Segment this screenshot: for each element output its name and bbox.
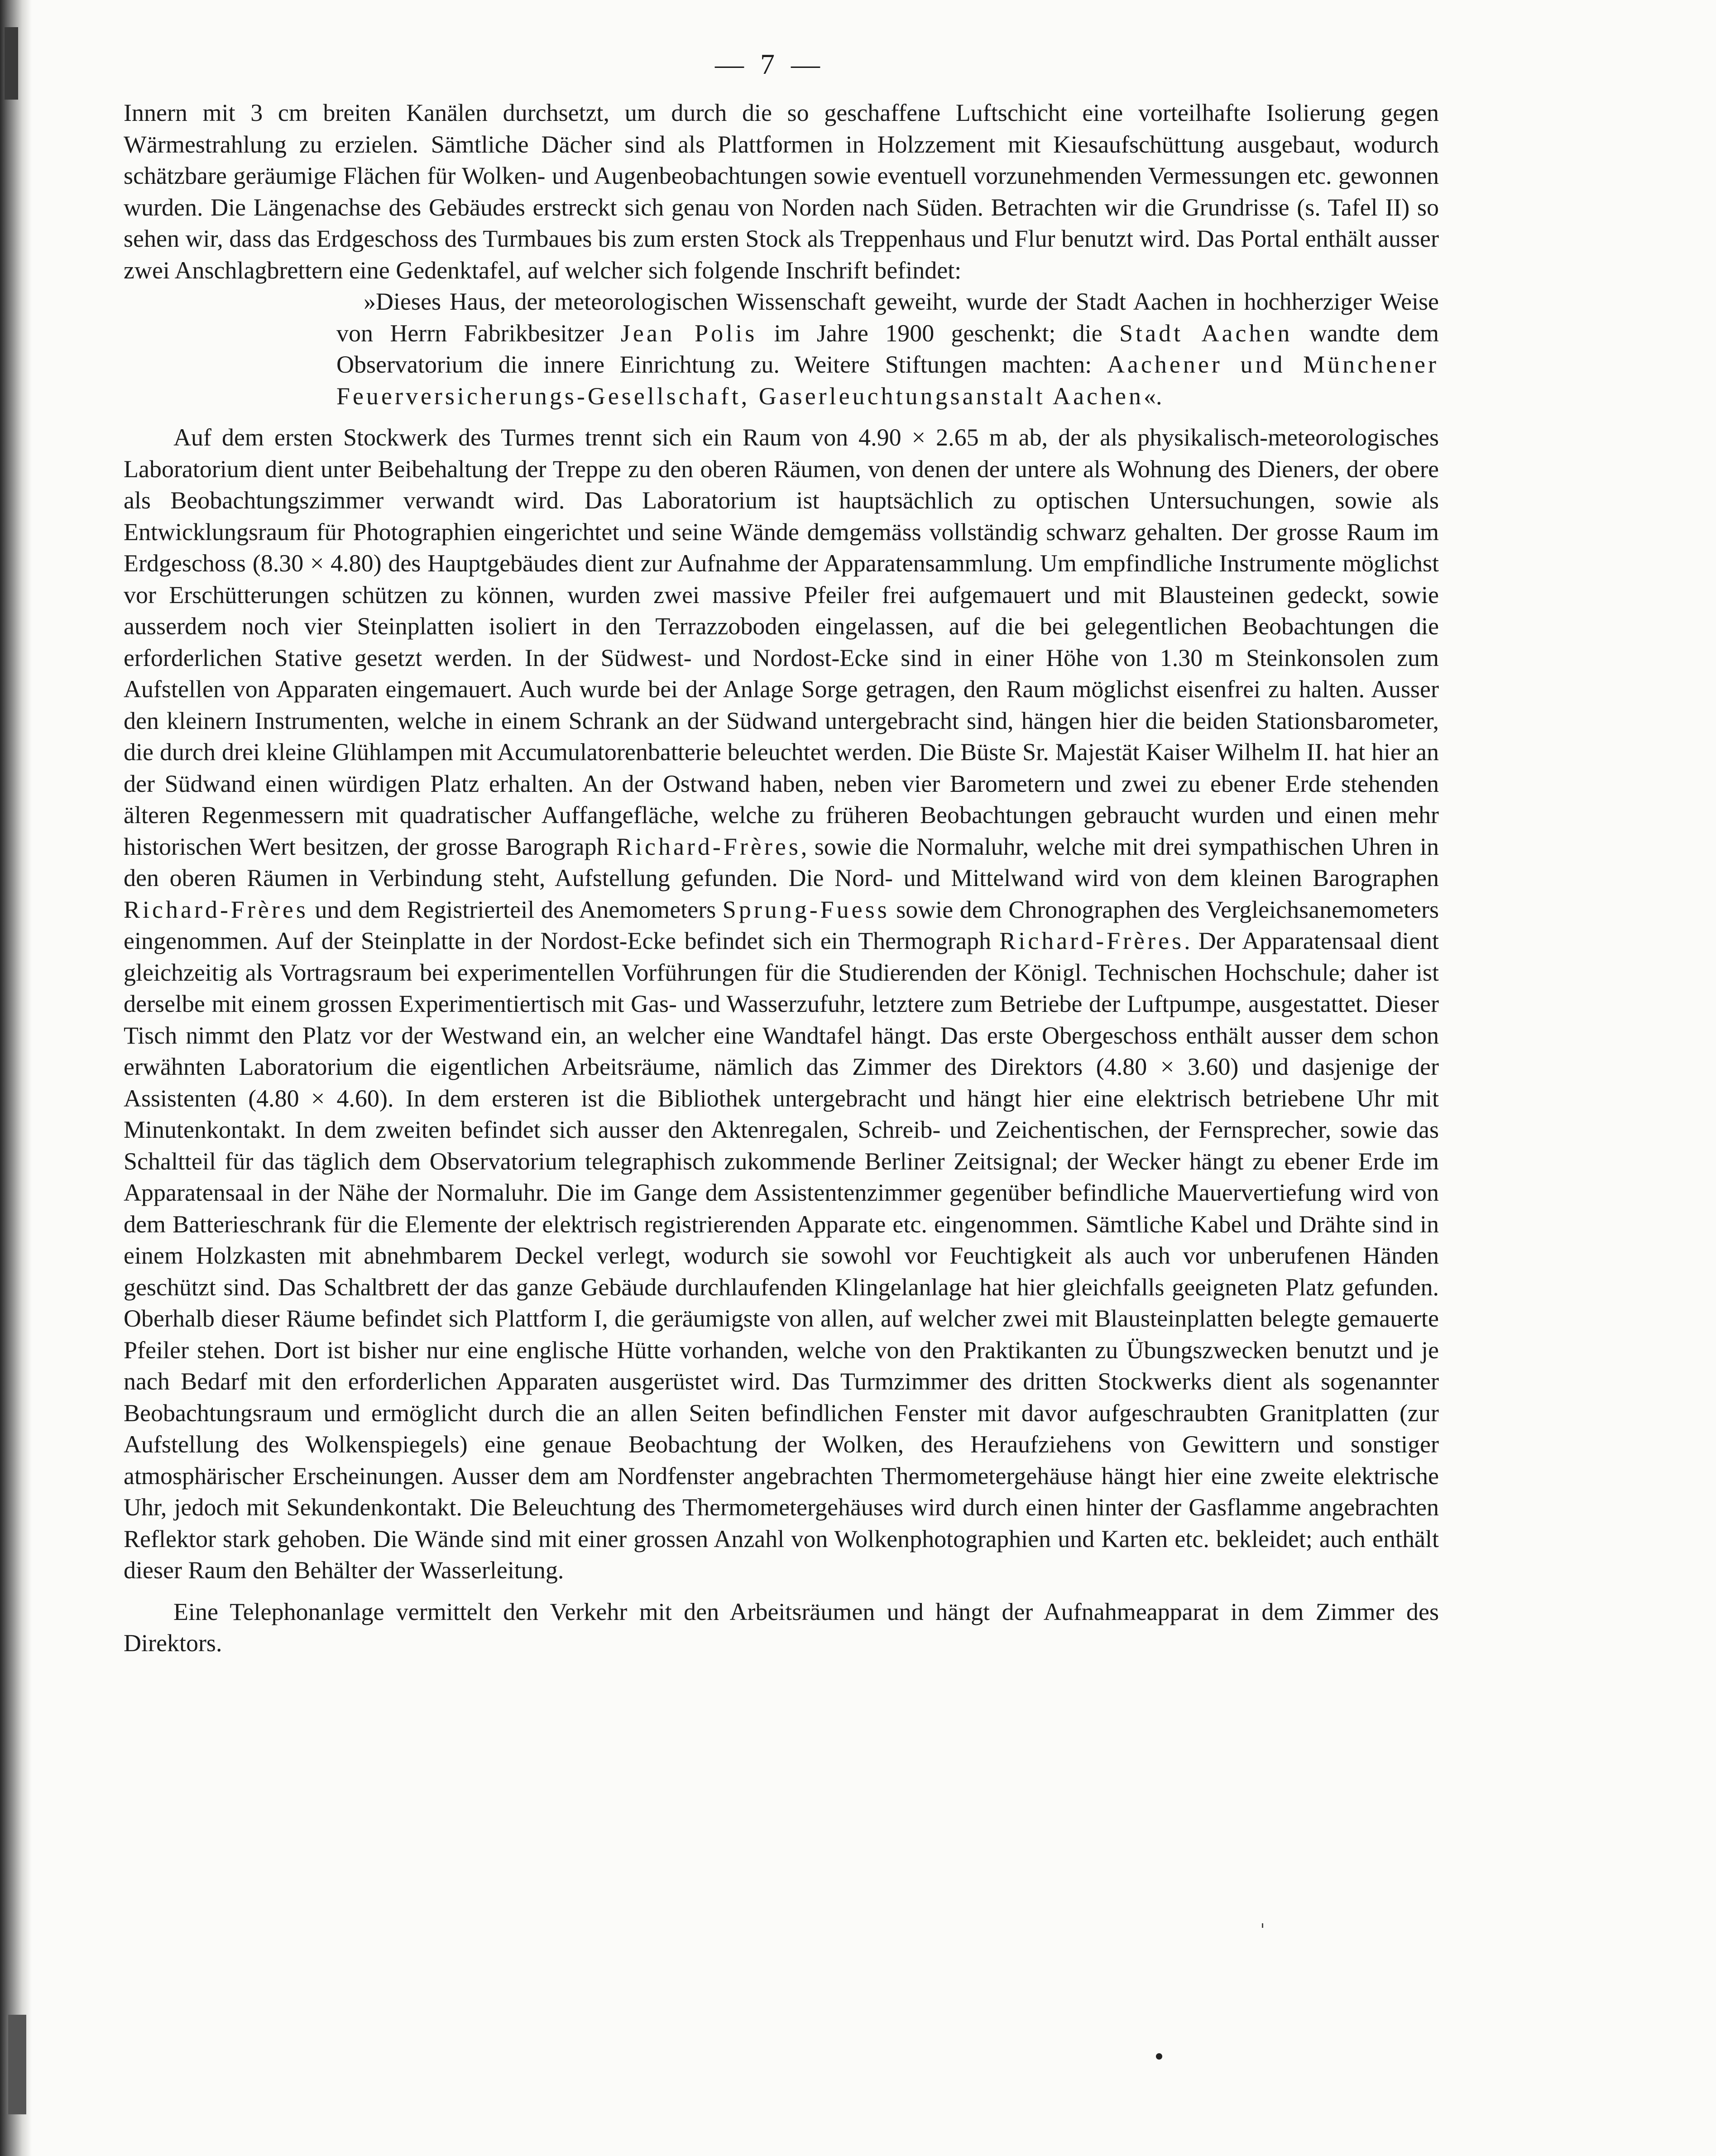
- text-run: wandte dem Observatorium die innere Einrichtung zu. Weitere Stiftungen machten:: [336, 319, 1439, 378]
- text-run: »Dieses Haus, der meteorologischen Wissenschaft geweiht, wurde der Stadt Aachen in hochherziger Weise von Herrn Fabrikbesitzer: [336, 288, 1439, 347]
- text-run: sowie dem Chronographen des Vergleichsanemometers eingenommen. Auf der Steinplatte in der Nordost-Ecke befindet sich ein Thermograph: [124, 896, 1439, 954]
- paragraph-main: [124, 422, 1439, 1586]
- text-run: Eine Telephonanlage vermittelt den Verkehr mit den Arbeitsräumen und hängt der Aufnahmeapparat in dem Zimmer des Direktors.: [124, 1598, 1439, 1657]
- text-run: im Jahre 1900 geschenkt; die: [757, 319, 1120, 347]
- spaced-name-text: Richard-Frères: [124, 896, 308, 923]
- inscription-quote: [124, 286, 1439, 412]
- spaced-name-text: Aachener und Münchener Feuerversicherungs-Gesellschaft, Gaserleuchtungsanstalt Aachen: [336, 351, 1439, 410]
- paragraph-final: [124, 1596, 1439, 1659]
- page-number: — 7 —: [715, 48, 824, 80]
- text-run: Auf dem ersten Stockwerk des Turmes trennt sich ein Raum von 4.90 × 2.65 m ab, der als physikalisch-meteorologisches Laboratorium dient unter Beibehaltung der Treppe zu den oberen Räumen, von denen der untere als Wohnung des Dieners, der obere als Beobachtungszimmer verwandt wird. Das Laboratorium ist hauptsächlich zu optischen Untersuchungen, sowie als Entwicklungsraum für Photographien eingerichtet und seine Wände demgemäss vollständig schwarz gehalten. Der grosse Raum im Erdgeschoss (8.30 × 4.80) des Hauptgebäudes dient zur Aufnahme der Apparatensammlung. Um empfindliche Instrumente möglichst vor Erschütterungen schützen zu können, wurden zwei massive Pfeiler frei aufgemauert und mit Blausteinen gedeckt, sowie ausserdem noch vier Steinplatten isoliert in den Terrazzoboden eingelassen, auf die bei gelegentlichen Beobachtungen die erforderlichen Stative gesetzt werden. In der Südwest- und Nordost-Ecke sind in einer Höhe von 1.30 m Steinkonsolen zum Aufstellen von Apparaten eingemauert. Auch wurde bei der Anlage Sorge getragen, den Raum möglichst eisenfrei zu halten. Ausser den kleinern Instrumenten, welche in einem Schrank an der Südwand untergebracht sind, hängen hier die beiden Stationsbarometer, die durch drei kleine Glühlampen mit Accumulatorenbatterie beleuchtet werden. Die Büste Sr. Majestät Kaiser Wilhelm II. hat hier an der Südwand einen würdigen Platz erhalten. An der Ostwand haben, neben vier Barometern und zwei zu ebener Erde stehenden älteren Regenmessern mit quadratischer Auffangefläche, welche zu früheren Beobachtungen gebraucht wurden und einen mehr historischen Wert besitzen, der grosse Barograph: [124, 424, 1439, 860]
- scan-edge-speck: [5, 27, 18, 100]
- scan-edge-speck: [8, 2015, 26, 2114]
- spaced-name-text: Sprung-Fuess: [722, 896, 890, 923]
- text-run: Innern mit 3 cm breiten Kanälen durchsetzt, um durch die so geschaffene Luftschicht eine vorteilhafte Isolierung gegen Wärmestrahlung zu erzielen. Sämtliche Dächer sind als Plattformen in Holzzement mit Kiesaufschüttung ausgebaut, wodurch schätzbare geräumige Flächen für Wolken- und Augenbeobachtungen sowie eventuell vorzunehmenden Vermessungen etc. gewonnen wurden. Die Längenachse des Gebäudes erstreckt sich genau von Norden nach Süden. Betrachten wir die Grundrisse (s. Tafel II) so sehen wir, dass das Erdgeschoss des Turmbaues bis zum ersten Stock als Treppenhaus und Flur benutzt wird. Das Portal enthält ausser zwei Anschlagbrettern eine Gedenktafel, auf welcher sich folgende Inschrift befindet:: [124, 99, 1439, 284]
- spaced-name-text: Stadt Aachen: [1119, 319, 1293, 347]
- spaced-name-text: Jean Polis: [620, 319, 757, 347]
- text-run: , sowie die Normaluhr, welche mit drei sympathischen Uhren in den oberen Räumen in Verbindung steht, Aufstellung gefunden. Die Nord- und Mittelwand wird von dem kleinen Barographen: [124, 833, 1439, 891]
- text-run: «.: [1144, 382, 1162, 410]
- body-text: [124, 97, 1439, 1659]
- inscription-text: [336, 286, 1439, 412]
- spaced-name-text: Richard-Frères: [999, 927, 1184, 954]
- spaced-name-text: Richard-Frères: [616, 833, 801, 860]
- text-run: . Der Apparatensaal dient gleichzeitig als Vortragsraum bei experimentellen Vorführungen für die Studierenden der Königl. Technischen Hochschule; daher ist derselbe mit einem grossen Experimentiertisch mit Gas- und Wasserzufuhr, letztere zum Betriebe der Luftpumpe, ausgestattet. Dieser Tisch nimmt den Platz vor der Westwand ein, an welcher eine Wandtafel hängt. Das erste Obergeschoss enthält ausser dem schon erwähnten Laboratorium die eigentlichen Arbeitsräume, nämlich das Zimmer des Direktors (4.80 × 3.60) und dasjenige der Assistenten (4.80 × 4.60). In dem ersteren ist die Bibliothek untergebracht und hängt hier eine elektrisch betriebene Uhr mit Minutenkontakt. In dem zweiten befindet sich ausser den Aktenregalen, Schreib- und Zeichentischen, der Fernsprecher, sowie das Schaltteil für das täglich dem Observatorium telegraphisch zukommende Berliner Zeitsignal; der Wecker hängt zu ebener Erde im Apparatensaal in der Nähe der Normaluhr. Die im Gange dem Assistentenzimmer gegenüber befindliche Mauervertiefung wird von dem Batterieschrank für die Elemente der elektrisch registrierenden Apparate etc. eingenommen. Sämtliche Kabel und Drähte sind in einem Holzkasten mit abnehmbarem Deckel verlegt, wodurch sie sowohl vor Feuchtigkeit als auch vor unberufenen Händen geschützt sind. Das Schaltbrett der das ganze Gebäude durchlaufenden Klingelanlage hat hier gleichfalls geeigneten Platz gefunden. Oberhalb dieser Räume befindet sich Plattform I, die geräumigste von allen, auf welcher zwei mit Blausteinplatten belegte gemauerte Pfeiler stehen. Dort ist bisher nur eine englische Hütte vorhanden, welche von den Praktikanten zu Übungszwecken benutzt und je nach Bedarf mit den erforderlichen Apparaten ausgerüstet wird. Das Turmzimmer des dritten Stockwerks dient als sogenannter Beobachtungsraum und ermöglicht durch die an allen Seiten befindlichen Fenster mit davor aufgeschraubten Granitplatten (zur Aufstellung des Wolkenspiegels) eine genaue Beobachtung der Wolken, des Heraufziehens von Gewittern und sonstiger atmosphärischer Erscheinungen. Ausser dem am Nordfenster angebrachten Thermometergehäuse hängt hier eine zweite elektrische Uhr, jedoch mit Sekundenkontakt. Die Beleuchtung des Thermometergehäuses wird durch einen hinter der Gasflamme angebrachten Reflektor stark gehoben. Die Wände sind mit einer grossen Anzahl von Wolkenphotographien und Karten etc. bekleidet; auch enthält dieser Raum den Behälter der Wasserleitung.: [124, 927, 1439, 1584]
- scan-mark: [1262, 1923, 1263, 1928]
- paragraph-intro: [124, 97, 1439, 286]
- ink-dot: [1156, 2053, 1162, 2060]
- text-run: und dem Registrierteil des Anemometers: [308, 896, 723, 923]
- scan-edge-shadow: [0, 0, 32, 2156]
